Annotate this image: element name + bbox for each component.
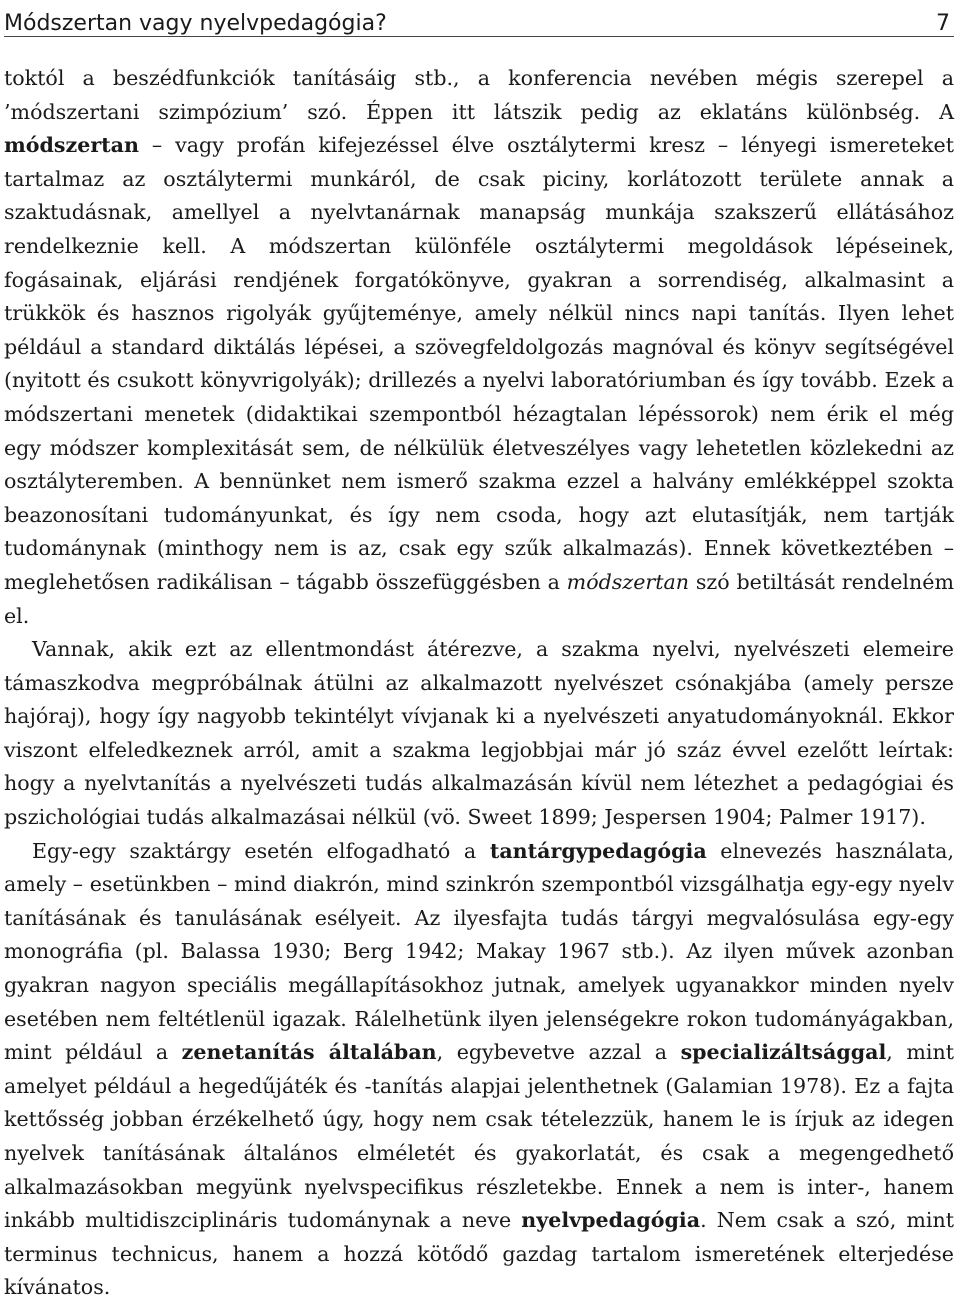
paragraph-3-text-a: Egy-egy szaktárgy esetén elfogadható a [32,838,490,863]
term-modszertan: módszertan [4,133,139,158]
paragraph-3-text-b: elnevezés használata, amely – esetünkben – mind diakrón, mind szinkrón szempontból vizsgálhatja egy-egy nyelv tanításának és tanulásának esélyeit. Az ilyesfajta tudás tárgyi megvalósulása egy-egy monográfia (pl. Balassa 1930; Berg 1942; Makay 1967 stb.). Az ilyen művek azonban gyakran nagyon speciális megállapításokhoz jutnak, amelyek ugyanakkor minden nyelv esetében nem feltétlenül igazak. Rálelhetünk ilyen jelenségekre rokon tudományágakban, mint például a [4,838,954,1065]
term-specializaltsag: specializáltsággal [680,1040,887,1065]
term-zenetanitas: zenetanítás általában [181,1040,437,1065]
paragraph-1-text-b: – vagy profán kifejezéssel élve osztálytermi kresz – lényegi ismereteket tartalmaz az osztálytermi munkáról, de csak piciny, korlátozott területe annak a szaktudásnak, amellyel a nyelvtanárnak manapság munkája szakszerű ellátásához rendelkeznie kell. A módszertan különféle osztálytermi megoldások lépéseinek, fogásainak, eljárási rendjének forgatókönyve, gyakran a sorrendiség, alkalmasint a trükkök és hasznos rigolyák gyűjteménye, amely nélkül nincs napi tanítás. Ilyen lehet például a standard diktálás lépései, a szövegfeldolgozás magnóval és könyv segítségével (nyitott és csukott könyvrigolyák); drillezés a nyelvi laboratóriumban és így tovább. Ezek a módszertani menetek (didaktikai szempontból hézagtalan lépéssorok) nem érik el még egy módszer komplexitását sem, de nélkülük életveszélyes vagy lehetetlen közlekedni az osztályteremben. A bennünket nem ismerő szakma ezzel a halvány emlékképpel szokta beazonosítani tudományunkat, és így nem csoda, hogy azt elutasítják, nem tartják tudománynak (minthogy nem is az, csak egy szűk alkalmazás). Ennek következtében – meglehetősen radikálisan – tágabb összefüggésben a [4,133,954,594]
paragraph-3-text-e: . Nem csak a szó, mint terminus technicus, hanem a hozzá kötődő gazdag tartalom ismeretének elterjedése kívánatos. [4,1208,954,1300]
paragraph-3-text-c: , egybevetve azzal a [436,1040,681,1065]
paragraph-1 [4,62,954,633]
running-title: Módszertan vagy nyelvpedagógia? [4,11,387,36]
paragraph-3 [4,835,954,1305]
running-header [4,0,954,37]
paragraph-1-text-c: szó betiltását rendelném el. [4,569,954,628]
paragraph-2: Vannak, akik ezt az ellentmondást átérezve, a szakma nyelvi, nyelvészeti elemeire támaszkodva megpróbálnak átülni az alkalmazott nyelvészet csónakjába (amely persze hajóraj), hogy így nagyobb tekintélyt vívjanak ki a nyelvészeti anyatudományoknál. Ekkor viszont elfeledkeznek arról, amit a szakma legjobbjai már jó száz évvel ezelőtt leírtak: hogy a nyelvtanítás a nyelvészeti tudás alkalmazásán kívül nem létezhet a pedagógiai és pszichológiai tudás alkalmazásai nélkül (vö. Sweet 1899; Jespersen 1904; Palmer 1917). [4,637,954,830]
page-number: 7 [936,11,950,36]
term-nyelvpedagogia: nyelvpedagógia [521,1208,701,1233]
term-tantargypedagogia: tantárgypedagógia [489,838,707,863]
paragraph-1-text-a: toktól a beszédfunkciók tanításáig stb., a konferencia nevében mégis szerepel a ’módszertani szimpózium’ szó. Éppen itt látszik pedig az eklatáns különbség. A [4,66,954,124]
paragraph-3-text-d: , mint amelyet például a hegedűjáték és -tanítás alapjai jelenthetnek (Galamian 1978). Ez a fajta kettősség jobban érzékelhető úgy, hogy nem csak tételezzük, hanem le is írjuk az idegen nyelvek tanításának általános elméletét és gyakorlatát, és csak a megengedhető alkalmazásokban megyünk nyelvspecifikus részletekbe. Ennek a nem is inter-, hanem inkább multidiszciplináris tudománynak a neve [4,1040,954,1233]
body-text [4,62,954,1305]
term-modszertan-italic: módszertan [566,569,690,594]
